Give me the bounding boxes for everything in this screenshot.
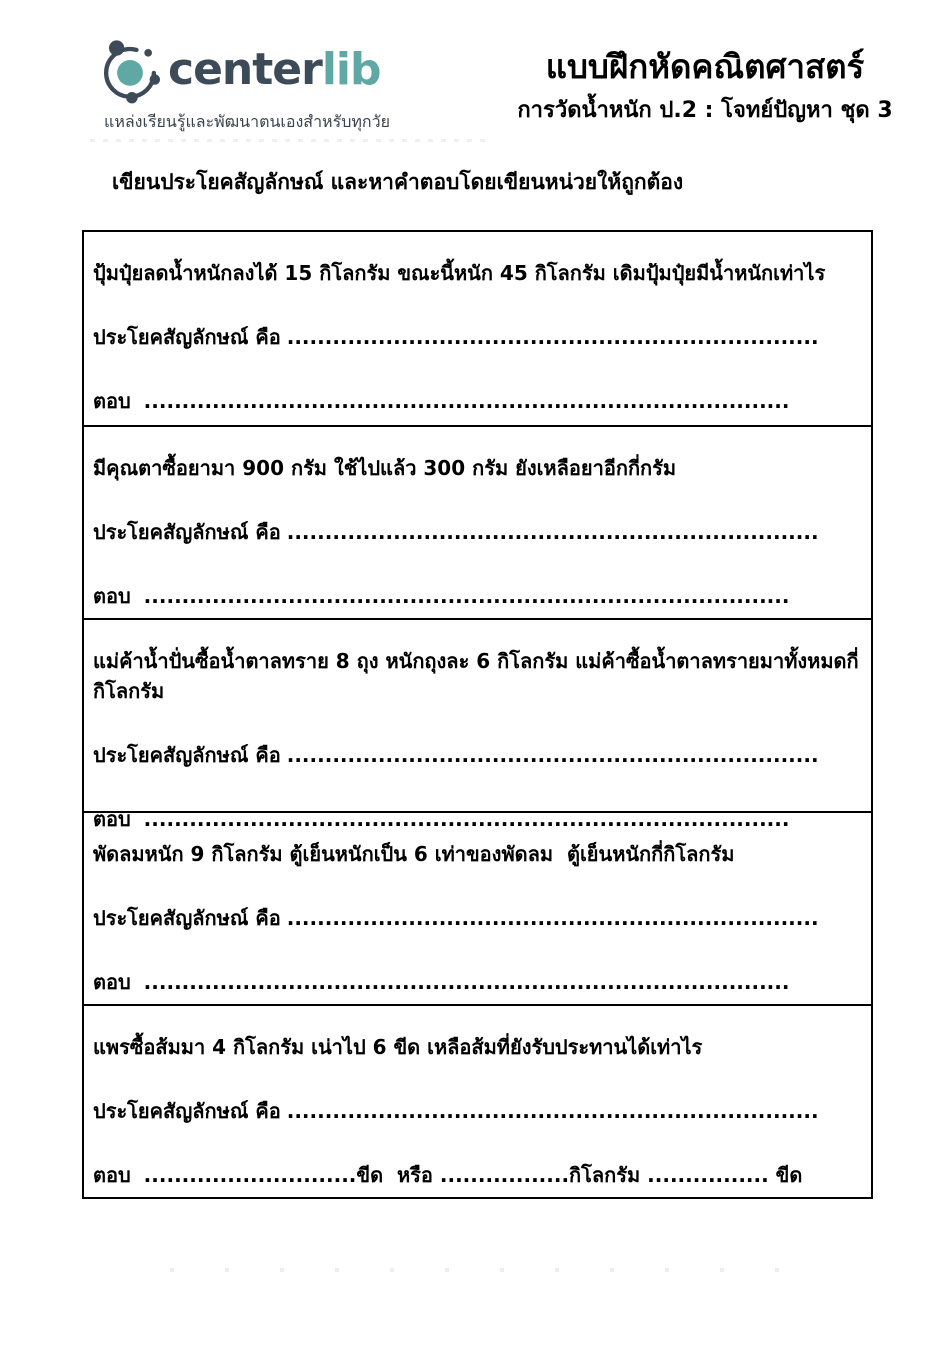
page-subtitle: การวัดน้ำหนัก ป.2 : โจทย์ปัญหา ชุด 3 — [517, 97, 893, 123]
symbol-sentence-label: ประโยคสัญลักษณ์ คือ — [93, 1099, 281, 1123]
faint-print-artifact-top — [90, 139, 485, 142]
symbol-answer-blank: ...................................................................... — [286, 906, 819, 930]
answer-label: ตอบ — [93, 970, 131, 994]
answer-line — [93, 386, 863, 416]
logo-tagline: แหล่งเรียนรู้และพัฒนาตนเองสำหรับทุกวัย — [104, 112, 390, 131]
problem-row-5 — [84, 1004, 871, 1197]
worksheet-instruction: เขียนประโยคสัญลักษณ์ และหาคำตอบโดยเขียนหน่วยให้ถูกต้อง — [112, 170, 684, 194]
problem-question: พัดลมหนัก 9 กิโลกรัม ตู้เย็นหนักเป็น 6 เท่าของพัดลม ตู้เย็นหนักกี่กิโลกรัม — [93, 842, 735, 866]
symbol-sentence-label: ประโยคสัญลักษณ์ คือ — [93, 325, 281, 349]
symbol-sentence-line — [93, 322, 863, 352]
symbol-answer-blank: ...................................................................... — [286, 1099, 819, 1123]
problem-row-4 — [84, 811, 871, 1004]
centerlib-orbit-icon — [88, 34, 172, 106]
answer-line — [93, 1160, 863, 1190]
centerlib-logo — [88, 34, 390, 135]
brand-wordmark — [168, 44, 381, 95]
symbol-sentence-line — [93, 740, 863, 770]
answer-blank: ............................ขีด หรือ .................กิโลกรัม ................ ขีด — [143, 1163, 803, 1187]
problem-question: มีคุณตาซื้อยามา 900 กรัม ใช้ไปแล้ว 300 กรัม ยังเหลือยาอีกกี่กรัม — [93, 456, 677, 480]
answer-blank: ..................................................................................... — [143, 584, 790, 608]
document-header — [480, 48, 930, 127]
symbol-sentence-line — [93, 903, 863, 933]
answer-line — [93, 581, 863, 611]
answer-line — [93, 804, 863, 834]
symbol-sentence-label: ประโยคสัญลักษณ์ คือ — [93, 743, 281, 767]
symbol-sentence-line — [93, 517, 863, 547]
problem-question: แม่ค้าน้ำปั่นซื้อน้ำตาลทราย 8 ถุง หนักถุงละ 6 กิโลกรัม แม่ค้าซื้อน้ำตาลทรายมาทั้งหมดกี่กิโลกรัม — [93, 649, 859, 703]
answer-label: ตอบ — [93, 389, 131, 413]
brand-center-text: center — [168, 44, 322, 95]
symbol-sentence-label: ประโยคสัญลักษณ์ คือ — [93, 520, 281, 544]
page-title: แบบฝึกหัดคณิตศาสตร์ — [545, 47, 865, 86]
problem-question: ปุ้มปุ๋ยลดน้ำหนักลงได้ 15 กิโลกรัม ขณะนี้หนัก 45 กิโลกรัม เดิมปุ้มปุ๋ยมีน้ำหนักเท่าไร — [93, 261, 826, 285]
symbol-sentence-label: ประโยคสัญลักษณ์ คือ — [93, 906, 281, 930]
brand-lib-text: lib — [321, 44, 381, 95]
answer-blank: ..................................................................................... — [143, 970, 790, 994]
problem-row-1 — [84, 232, 871, 425]
answer-blank: ..................................................................................... — [143, 389, 790, 413]
answer-label: ตอบ — [93, 1163, 131, 1187]
symbol-answer-blank: ...................................................................... — [286, 325, 819, 349]
symbol-sentence-line — [93, 1096, 863, 1126]
faint-print-artifact-bottom — [170, 1268, 815, 1272]
answer-label: ตอบ — [93, 807, 131, 831]
answer-blank: ..................................................................................... — [143, 807, 790, 831]
problem-question: แพรซื้อส้มมา 4 กิโลกรัม เน่าไป 6 ขีด เหลือส้มที่ยังรับประทานได้เท่าไร — [93, 1035, 703, 1059]
answer-line — [93, 967, 863, 997]
problem-row-2 — [84, 425, 871, 618]
symbol-answer-blank: ...................................................................... — [286, 743, 819, 767]
symbol-answer-blank: ...................................................................... — [286, 520, 819, 544]
answer-label: ตอบ — [93, 584, 131, 608]
problem-row-3 — [84, 618, 871, 831]
problems-table — [82, 230, 873, 1199]
